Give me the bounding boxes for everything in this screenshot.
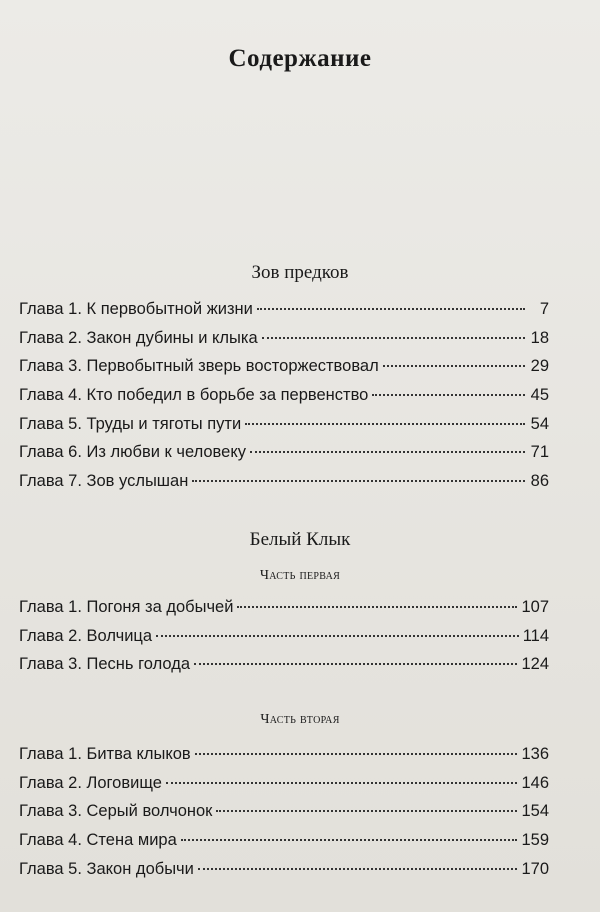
page-title: Содержание [228,44,372,72]
chapter-title: Стена мира [86,831,177,850]
toc-entry[interactable] [19,386,549,415]
chapter-title: К первобытной жизни [86,300,253,318]
toc-entry[interactable] [19,774,549,803]
chapter-number: Глава 5. [19,859,82,878]
toc-entry[interactable] [19,802,549,831]
dot-leader [192,480,525,482]
dot-leader [181,839,518,841]
toc-entry[interactable] [19,860,549,889]
chapter-title: Первобытный зверь восторжествовал [86,357,379,376]
toc-entry[interactable] [19,598,549,627]
toc-entry[interactable] [19,745,549,774]
dot-leader [216,810,517,812]
page-number: 124 [521,655,549,674]
section-title-call-of-the-wild: Зов предков [251,262,349,283]
dot-leader [245,423,525,425]
chapter-number: Глава 6. [19,443,82,462]
page-number: 7 [539,300,549,318]
chapter-title: Из любви к человеку [86,443,246,462]
chapter-title: Зов услышан [86,472,189,491]
page-number: 114 [522,626,549,645]
chapter-number: Глава 7. [19,472,82,491]
toc-entry[interactable] [19,831,549,860]
page-number: 159 [521,831,549,850]
toc-list-part-two [19,745,549,888]
page-number: 107 [521,598,549,616]
dot-leader [250,451,525,453]
page-number: 86 [530,472,549,491]
page-number: 29 [530,357,549,376]
dot-leader [156,635,519,637]
page-number: 146 [521,773,549,792]
dot-leader [237,606,517,608]
part-title-first: Часть первая [259,568,341,583]
chapter-number: Глава 1. [19,745,82,763]
dot-leader [383,365,525,367]
chapter-number: Глава 4. [19,831,82,850]
toc-list-part-one [19,598,549,684]
chapter-title: Логовище [86,773,162,792]
chapter-number: Глава 1. [19,598,82,616]
page-number: 18 [530,328,549,347]
chapter-title: Серый волчонок [86,802,213,821]
chapter-number: Глава 4. [19,386,82,405]
toc-entry[interactable] [19,472,549,501]
chapter-title: Труды и тяготы пути [86,414,242,433]
chapter-title: Песнь голода [86,655,190,674]
page-number: 45 [530,386,549,405]
page-number: 136 [521,745,549,763]
dot-leader [198,868,518,870]
chapter-title: Закон дубины и клыка [86,328,258,347]
page-number: 154 [521,802,549,821]
dot-leader [257,308,525,310]
toc-entry[interactable] [19,329,549,358]
page-number: 54 [530,414,549,433]
chapter-title: Волчица [86,626,153,645]
dot-leader [166,782,518,784]
chapter-number: Глава 1. [19,300,82,318]
dot-leader [372,394,525,396]
dot-leader [262,337,525,339]
page-number: 71 [530,443,549,462]
toc-entry[interactable] [19,415,549,444]
toc-entry[interactable] [19,300,549,329]
chapter-title: Битва клыков [86,745,191,763]
part-title-second: Часть вторая [260,712,340,727]
chapter-number: Глава 3. [19,802,82,821]
chapter-number: Глава 3. [19,357,82,376]
chapter-number: Глава 2. [19,773,82,792]
toc-list-call-of-the-wild [19,300,549,501]
toc-entry[interactable] [19,655,549,684]
toc-entry[interactable] [19,627,549,656]
chapter-number: Глава 2. [19,626,82,645]
dot-leader [195,753,518,755]
page-number: 170 [521,859,549,878]
chapter-number: Глава 2. [19,328,82,347]
dot-leader [194,663,517,665]
chapter-title: Кто победил в борьбе за первенство [86,386,369,405]
chapter-number: Глава 5. [19,414,82,433]
toc-entry[interactable] [19,443,549,472]
toc-entry[interactable] [19,357,549,386]
chapter-title: Погоня за добычей [86,598,234,616]
section-title-white-fang: Белый Клык [249,529,351,550]
chapter-number: Глава 3. [19,655,82,674]
chapter-title: Закон добычи [86,859,194,878]
